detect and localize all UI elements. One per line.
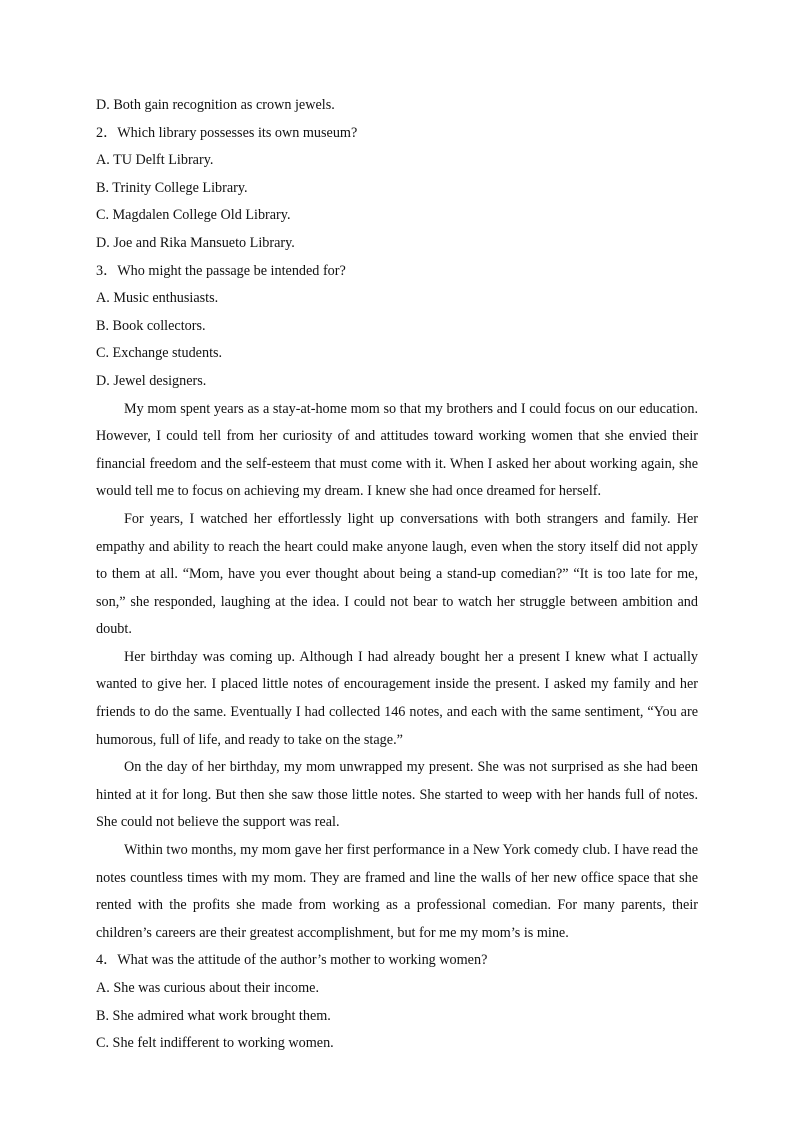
question4-option-c: C. She felt indifferent to working women.: [96, 1035, 334, 1052]
question2-option-a: A. TU Delft Library.: [96, 152, 214, 169]
question3-stem: 3．Who might the passage be intended for?: [96, 262, 346, 279]
passage-paragraph-2: For years, I watched her effortlessly light up conversations with both strangers and family. Her empathy and ability to reach the heart could make anyone laugh, even when the story itself did not apply to them at all. “Mom, have you ever thought about being a stand-up comedian?” “It is too late for me, son,” she responded, laughing at the idea. I could not bear to watch her struggle between ambition and doubt.: [96, 510, 698, 638]
question3-option-b: B. Book collectors.: [96, 317, 206, 334]
question3-option-a: A. Music enthusiasts.: [96, 290, 219, 307]
passage-paragraph-5: Within two months, my mom gave her first performance in a New York comedy club. I have read the notes countless times with my mom. They are framed and line the walls of her new office space that she rented with the profits she made from working as a professional comedian. For many parents, their children’s careers are their greatest accomplishment, but for me my mom’s is mine.: [96, 842, 698, 941]
question4-option-b: B. She admired what work brought them.: [96, 1007, 331, 1024]
passage-paragraph-4: On the day of her birthday, my mom unwrapped my present. She was not surprised as she had been hinted at it for long. But then she saw those little notes. She started to weep with her hands full of notes. She could not believe the support was real.: [96, 759, 698, 831]
question4-stem: 4．What was the attitude of the author’s mother to working women?: [96, 952, 488, 969]
question3-option-c: C. Exchange students.: [96, 345, 223, 362]
question2-option-c: C. Magdalen College Old Library.: [96, 207, 291, 224]
question2-option-b: B. Trinity College Library.: [96, 179, 248, 196]
question2-stem: 2．Which library possesses its own museum?: [96, 124, 358, 141]
page-content: [96, 92, 698, 1058]
question2-option-d: D. Joe and Rika Mansueto Library.: [96, 234, 295, 251]
passage-paragraph-3: Her birthday was coming up. Although I had already bought her a present I knew what I actually wanted to give her. I placed little notes of encouragement inside the present. I asked my family and her friends to do the same. Eventually I had collected 146 notes, and each with the same sentiment, “You are humorous, full of life, and ready to take on the stage.”: [96, 648, 698, 748]
question3-options: [96, 285, 698, 395]
question3-option-d: D. Jewel designers.: [96, 372, 207, 389]
question2-options: [96, 147, 698, 257]
passage-paragraph-1: My mom spent years as a stay-at-home mom so that my brothers and I could focus on our education. However, I could tell from her curiosity of and attitudes toward working women that she envied their financial freedom and the self-esteem that must come with it. When I asked her about working again, she would tell me to focus on achieving my dream. I knew she had once dreamed for herself.: [96, 400, 698, 500]
question4-option-a: A. She was curious about their income.: [96, 980, 320, 996]
question1-option-d: D. Both gain recognition as crown jewels.: [96, 97, 335, 113]
